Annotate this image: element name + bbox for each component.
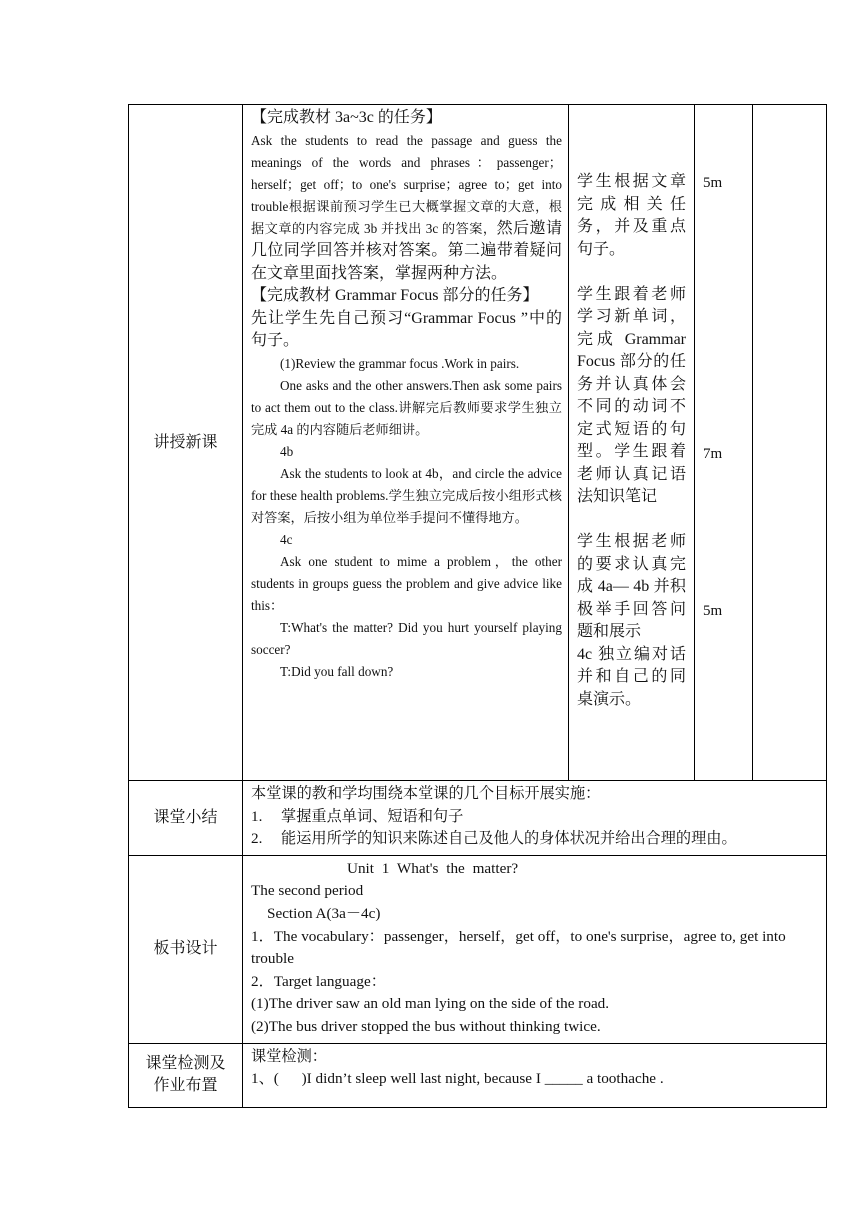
- time-1: 5m: [703, 175, 723, 191]
- board-section: Section A(3a－4c): [267, 904, 381, 922]
- row-summary-label: 课堂小结: [129, 781, 243, 856]
- time-cell: [695, 105, 753, 781]
- summary-cell: [243, 781, 827, 856]
- task1-title: 【完成教材 3a~3c 的任务】: [251, 109, 442, 126]
- summary-item-1: 1. 掌握重点单词、短语和句子: [251, 807, 464, 825]
- summary-intro: 本堂课的教和学均围绕本堂课的几个目标开展实施：: [251, 785, 601, 802]
- check-title: 课堂检测：: [251, 1047, 327, 1065]
- activity-4c-heading: 4c: [280, 531, 293, 547]
- grammar-step-2: One asks and the other answers.Then ask some pairs to act them out to the class.讲解完后教师要求学生独立完成 4a 的内容随后老师细讲。: [251, 377, 562, 437]
- row-teach-label: 讲授新课: [129, 105, 243, 781]
- board-period: The second period: [251, 882, 364, 900]
- time-2: 7m: [703, 446, 723, 462]
- activity-4b-body: Ask the students to look at 4b，and circle the advice for these health problems.学生独立完成后按小组形式核对答案，后按小组为单位举手提问不懂得地方。: [251, 465, 562, 525]
- task2-intro: 先让学生先自己预习“Grammar Focus ”中的句子。: [251, 309, 562, 349]
- time-3: 5m: [703, 603, 723, 619]
- activity-4b-heading: 4b: [280, 443, 294, 459]
- board-sentence-2: (2)The bus driver stopped the bus without thinking twice.: [251, 1017, 601, 1035]
- student-activity-2: 学生跟着老师学习新单词，完成 Grammar Focus 部分的任务并认真体会不同的动词不定式短语的句型。学生跟着老师认真记语法知识笔记: [577, 285, 686, 505]
- summary-item-2: 2. 能运用所学的知识来陈述自己及他人的身体状况并给出合理的理由。: [251, 830, 737, 848]
- activity-4c-body: Ask one student to mime a problem，the other students in groups guess the problem and give advice like this：: [251, 553, 562, 613]
- board-target-language: 2．Target language：: [251, 972, 386, 990]
- grammar-step-1: (1)Review the grammar focus .Work in pairs.: [280, 355, 520, 371]
- row-summary: [129, 781, 827, 856]
- student-activity-3: 学生根据老师的要求认真完成 4a— 4b 并积极举手回答问题和展示: [577, 533, 686, 640]
- check-question-1: 1、( )I didn’t sleep well last night, because I _____ a toothache .: [251, 1070, 664, 1088]
- student-activity-1: 学生根据文章完成相关任务，并及重点句子。: [577, 173, 686, 258]
- check-cell: [243, 1043, 827, 1107]
- board-cell: [243, 855, 827, 1043]
- dialogue-line-2: T:Did you fall down?: [280, 663, 394, 679]
- board-vocabulary: 1．The vocabulary：passenger，herself，get off，to one's surprise，agree to, get into trouble: [251, 927, 786, 968]
- empty-cell: [753, 105, 827, 781]
- student-activity-cell: [569, 105, 695, 781]
- row-check-homework: [129, 1043, 827, 1107]
- task1-body: Ask the students to read the passage and guess the meanings of the words and phrases：passenger；herself；get off；to one's surprise；agree to；get into trouble根据课前预习学生已大概掌握文章的大意，根据文章的内容完成 3b 并找出 3c 的答案，然后邀请几位同学回答并核对答案。第二遍带着疑问在文章里面找答案，掌握两种方法。: [251, 132, 562, 282]
- lesson-plan-table: [128, 104, 827, 1108]
- board-sentence-1: (1)The driver saw an old man lying on the side of the road.: [251, 995, 610, 1013]
- board-unit-title: Unit 1 What's the matter?: [347, 859, 519, 877]
- task2-title: 【完成教材 Grammar Focus 部分的任务】: [251, 287, 539, 304]
- row-board-design: [129, 855, 827, 1043]
- row-board-label: 板书设计: [129, 855, 243, 1043]
- student-activity-4: 4c 独立编对话并和自己的同桌演示。: [577, 645, 686, 708]
- row-teach-new-lesson: [129, 105, 827, 781]
- row-check-label: 课堂检测及作业布置: [129, 1043, 243, 1107]
- teacher-activity-cell: [243, 105, 569, 781]
- dialogue-line-1: T:What's the matter? Did you hurt yourself playing soccer?: [251, 619, 562, 657]
